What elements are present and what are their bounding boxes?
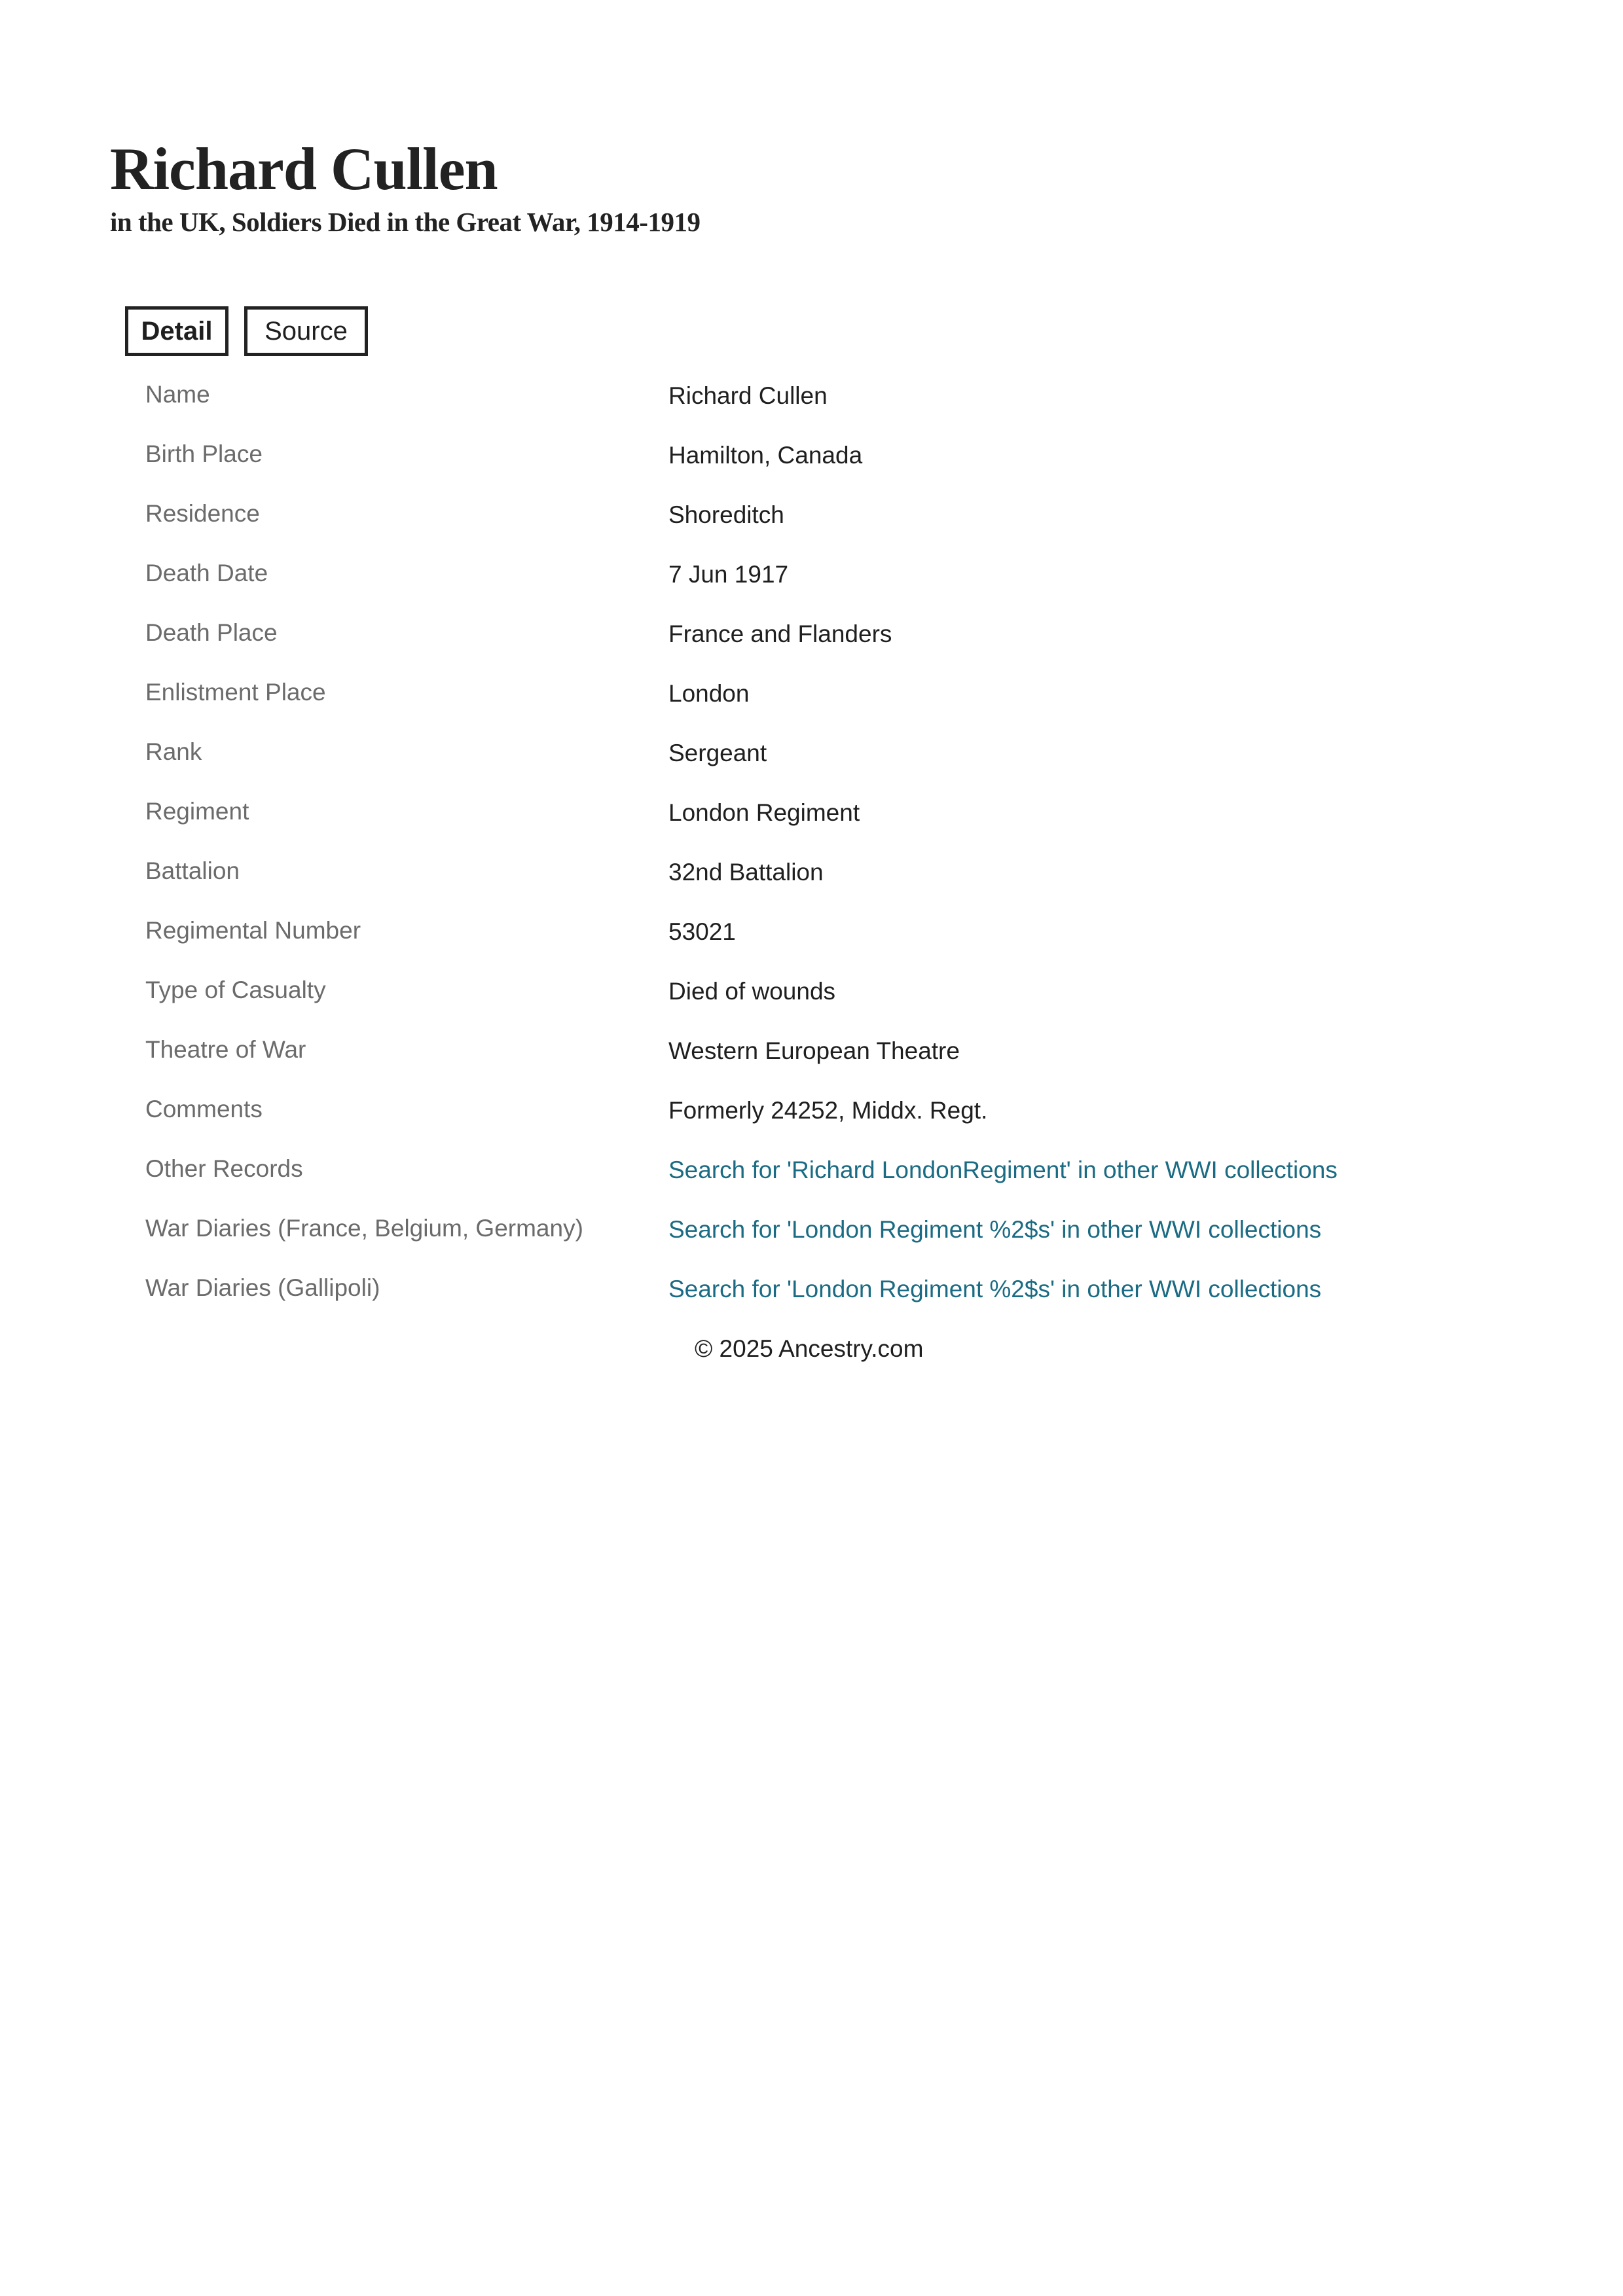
record-value: 53021 [668, 918, 736, 945]
page-title: Richard Cullen [110, 135, 498, 202]
record-label: Type of Casualty [145, 977, 326, 1003]
record-value: London Regiment [668, 799, 860, 826]
record-row-death-place [145, 611, 1520, 671]
record-label: War Diaries (France, Belgium, Germany) [145, 1215, 583, 1242]
record-details-table [145, 373, 1520, 1326]
record-label: Regimental Number [145, 917, 361, 944]
collection-subtitle: in the UK, Soldiers Died in the Great War, 1914-1919 [110, 207, 701, 237]
record-value: Sergeant [668, 740, 767, 766]
record-label: Theatre of War [145, 1036, 306, 1063]
record-row-enlistment-place [145, 671, 1520, 730]
tab-source[interactable]: Source [244, 306, 368, 356]
record-value: Shoreditch [668, 501, 784, 528]
record-value: London [668, 680, 750, 707]
record-row-residence [145, 492, 1520, 552]
war-diaries-france-search-link[interactable]: Search for 'London Regiment %2$s' in other WWI collections [668, 1216, 1322, 1243]
record-label: Other Records [145, 1155, 303, 1182]
record-label: Death Date [145, 560, 268, 586]
record-label: Enlistment Place [145, 679, 326, 706]
record-row-other-records [145, 1147, 1520, 1207]
record-row-rank [145, 730, 1520, 790]
record-label: Residence [145, 500, 260, 527]
record-value: France and Flanders [668, 620, 892, 647]
record-label: Death Place [145, 619, 278, 646]
record-row-name [145, 373, 1520, 433]
record-row-theatre-of-war [145, 1028, 1520, 1088]
record-row-birth-place [145, 433, 1520, 492]
copyright-footer: © 2025 Ancestry.com [695, 1335, 924, 1362]
record-row-type-of-casualty [145, 969, 1520, 1028]
record-label: Battalion [145, 857, 240, 884]
other-records-search-link[interactable]: Search for 'Richard LondonRegiment' in other WWI collections [668, 1157, 1338, 1183]
record-label: Birth Place [145, 440, 263, 467]
record-row-war-diaries-gallipoli [145, 1266, 1520, 1326]
record-tabs [125, 306, 368, 356]
record-row-regiment [145, 790, 1520, 850]
record-label: War Diaries (Gallipoli) [145, 1274, 380, 1301]
record-value: Richard Cullen [668, 382, 828, 409]
war-diaries-gallipoli-search-link[interactable]: Search for 'London Regiment %2$s' in other WWI collections [668, 1276, 1322, 1302]
record-value: Formerly 24252, Middx. Regt. [668, 1097, 988, 1124]
record-value: 32nd Battalion [668, 859, 824, 886]
record-label: Name [145, 381, 210, 408]
tab-detail[interactable]: Detail [125, 306, 228, 356]
record-label: Comments [145, 1096, 263, 1122]
record-label: Regiment [145, 798, 249, 825]
record-header [110, 136, 700, 238]
record-value: Died of wounds [668, 978, 836, 1005]
record-row-regimental-number [145, 909, 1520, 969]
record-row-war-diaries-france [145, 1207, 1520, 1266]
record-value: Western European Theatre [668, 1037, 960, 1064]
record-label: Rank [145, 738, 202, 765]
record-row-comments [145, 1088, 1520, 1147]
record-row-battalion [145, 850, 1520, 909]
record-value: 7 Jun 1917 [668, 561, 789, 588]
record-row-death-date [145, 552, 1520, 611]
record-value: Hamilton, Canada [668, 442, 863, 469]
